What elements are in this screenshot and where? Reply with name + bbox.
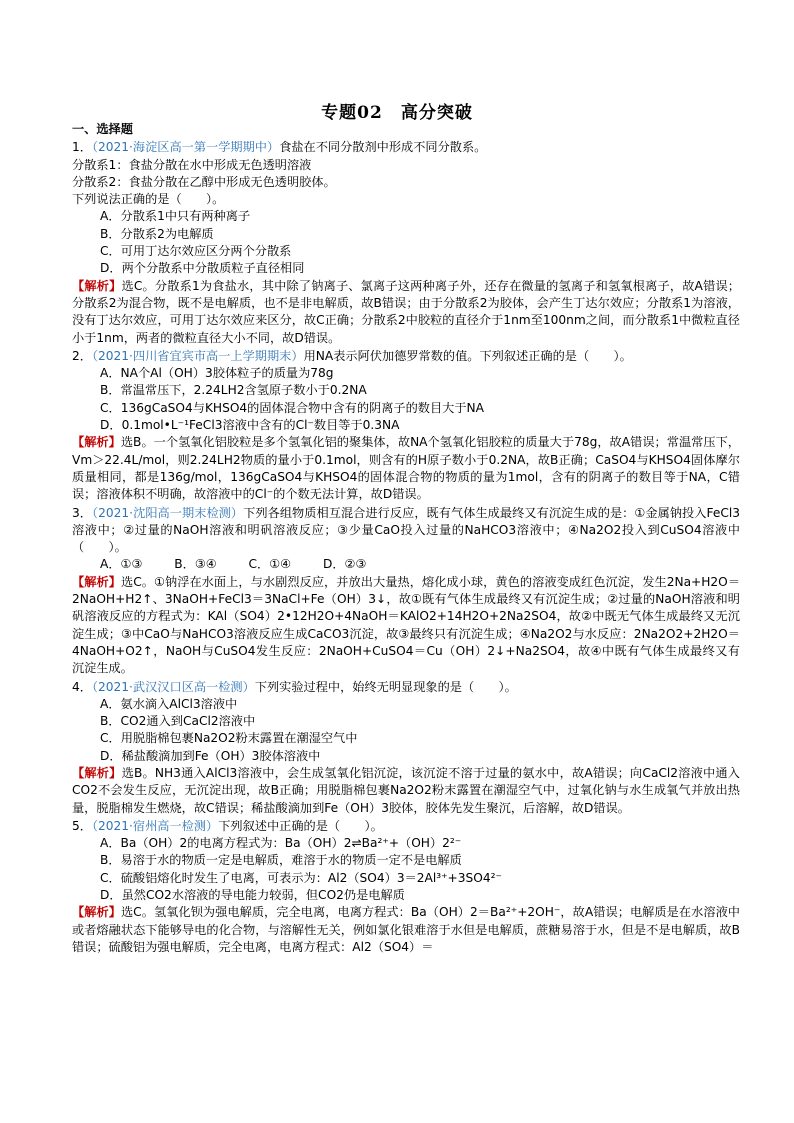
question-number: 1． [72, 140, 92, 155]
solution-text: 选C。分散系1为食盐水，其中除了钠离子、氯离子这两种离子外，还存在微量的氢离子和氢氧根离子，故A错误；分散系2为混合物，既不是电解质，也不是非电解质，故B错误；由于分散系2为胶体，会产生丁达尔效应；分散系1为溶液，没有丁达尔效应，可用丁达尔效应来区分，故C正确；分散系2中胶粒的直径介于1nm至100nm之间，而分散系1中微粒直径小于1nm，两者的微粒直径大小不同，故D错误。 [72, 278, 740, 345]
option-d: D．虽然CO2水溶液的导电能力较弱，但CO2仍是电解质 [100, 888, 405, 903]
question-number: 3． [72, 505, 93, 520]
solution [72, 434, 740, 503]
option-d: D．稀盐酸滴加到Fe（OH）3胶体溶液中 [100, 748, 321, 763]
solution [72, 765, 740, 817]
question-stem: 用NA表示阿伏加德罗常数的值。下列叙述正确的是（ ）。 [303, 348, 632, 363]
solution-label: 【解析】 [72, 574, 121, 589]
question-4 [72, 679, 740, 817]
solution-label: 【解析】 [72, 905, 121, 920]
option-a: A．NA个Al（OH）3胶体粒子的质量为78g [100, 366, 334, 381]
solution-label: 【解析】 [72, 278, 122, 293]
option-b: B．易溶于水的物质一定是电解质，难溶于水的物质一定不是电解质 [100, 853, 462, 868]
question-number: 4． [72, 679, 92, 694]
question-stem: 下列各组物质相互混合进行反应，既有气体生成最终又有沉淀生成的是：①金属钠投入FeCl3溶液中；②过量的NaOH溶液和明矾溶液反应；③少量CaO投入过量的NaHCO3溶液中；④Na2O2投入到CuSO4溶液中（ ）。 [72, 505, 740, 555]
option-a: A．Ba（OH）2的电离方程式为：Ba（OH）2⇌Ba²⁺+（OH）2²⁻ [100, 836, 462, 851]
section-heading: 一、选择题 [72, 122, 133, 136]
option-d: D．②③ [322, 557, 367, 572]
option-a: A．分散系1中只有两种离子 [100, 209, 251, 224]
solution-label: 【解析】 [72, 435, 121, 450]
option-d: D．0.1mol•L⁻¹FeCl3溶液中含有的Cl⁻数目等于0.3NA [100, 418, 400, 433]
question-source: （2021·海淀区高一第一学期期中） [91, 140, 280, 155]
question-2 [72, 348, 740, 504]
question-1 [72, 139, 740, 347]
option-c: C．136gCaSO4与KHSO4的固体混合物中含有的阴离子的数目大于NA [100, 400, 485, 415]
question-number: 5． [72, 818, 92, 833]
option-d: D．两个分散系中分散质粒子直径相同 [100, 261, 305, 276]
solution-text: 选C。氢氧化钡为强电解质，完全电离，电离方程式：Ba（OH）2＝Ba²⁺+2OH⁻，故A错误；电解质是在水溶液中或者熔融状态下能够导电的化合物，与溶解性无关，例如氯化银难溶于水但是电解质，蔗糖易溶于水，但是不是电解质，故B错误；硫酸铝为强电解质，完全电离，电离方程式：Al2（SO4）＝ [72, 905, 740, 954]
option-b: B．分散系2为电解质 [100, 226, 214, 241]
option-c: C．硫酸铝熔化时发生了电离，可表示为：Al2（SO4）3＝2Al³⁺+3SO4²⁻ [100, 870, 502, 885]
question-source: （2021·沈阳高一期末检测） [92, 505, 244, 520]
option-c: C．用脱脂棉包裹Na2O2粉末露置在潮湿空气中 [100, 731, 358, 746]
page-title: 专题02 高分突破 [321, 103, 473, 123]
question-stem: 下列实验过程中，始终无明显现象的是（ ）。 [254, 679, 517, 694]
solution-text: 选B。NH3通入AlCl3溶液中，会生成氢氧化铝沉淀，该沉淀不溶于过量的氨水中，故A错误；向CaCl2溶液中通入CO2不会发生反应，无沉淀出现，故B正确；用脱脂棉包裹Na2O2粉末露置在潮湿空气中，过氧化钠与水生成氧气并放出热量，脱脂棉发生燃烧，故C错误；稀盐酸滴加到Fe（OH）3胶体，胶体先发生聚沉，后溶解，故D错误。 [72, 765, 740, 815]
question-source: （2021·四川省宜宾市高一上学期期末） [91, 348, 304, 363]
question-text: 下列说法正确的是（ ）。 [72, 192, 225, 207]
question-3 [72, 505, 740, 678]
options-row [72, 556, 740, 573]
question-text: 分散系1：食盐分散在水中形成无色透明溶液 [72, 157, 312, 172]
option-c: C．可用丁达尔效应区分两个分散系 [100, 244, 292, 259]
option-b: B．常温常压下，2.24LH2含氢原子数小于0.2NA [100, 383, 367, 398]
option-b: B．CO2通入到CaCl2溶液中 [100, 714, 256, 729]
option-c: C．①④ [248, 557, 292, 572]
solution [72, 278, 740, 347]
solution [72, 904, 740, 956]
solution-text: 选C。①钠浮在水面上，与水剧烈反应，并放出大量热，熔化成小球，黄色的溶液变成红色沉淀，发生2Na+H2O＝2NaOH+H2↑、3NaOH+FeCl3＝3NaCl+Fe（OH）3↓，故①既有气体生成最终又有沉淀生成；②过量的NaOH溶液和明矾溶液反应的方程式为：KAl（SO4）2•12H2O+4NaOH＝KAlO2+14H2O+2Na2SO4，故②中既无气体生成最终又无沉淀生成；③中CaO与NaHCO3溶液反应生成CaCO3沉淀，故③最终只有沉淀生成；④Na2O2与水反应：2Na2O2+2H2O＝4NaOH+O2↑，NaOH与CuSO4发生反应：2NaOH+CuSO4＝Cu（OH）2↓+Na2SO4，故④中既有气体生成最终又有沉淀生成。 [72, 574, 741, 676]
question-stem: 下列叙述中正确的是（ ）。 [218, 818, 383, 833]
option-b: B．③④ [174, 557, 217, 572]
question-number: 2． [72, 348, 92, 363]
solution-text: 选B。一个氢氧化铝胶粒是多个氢氧化铝的聚集体，故NA个氢氧化铝胶粒的质量大于78g，故A错误；常温常压下，Vm＞22.4L/mol，则2.24LH2物质的量小于0.1mol，则含有的H原子数小于0.2NA，故B正确；CaSO4与KHSO4固体摩尔质量相同，都是136g/mol，136gCaSO4与KHSO4的固体混合物的物质的量为1mol，含有的阴离子的数目等于NA，C错误；溶液体积不明确，故溶液中的Cl⁻的个数无法计算，故D错误。 [72, 435, 740, 502]
option-a: A．氨水滴入AlCl3溶液中 [100, 696, 238, 711]
option-a: A．①③ [100, 557, 143, 572]
question-stem: 食盐在不同分散剂中形成不同分散系。 [279, 140, 487, 155]
solution [72, 574, 740, 678]
question-5 [72, 818, 740, 956]
content [72, 121, 740, 956]
question-text: 分散系2：食盐分散在乙醇中形成无色透明胶体。 [72, 174, 336, 189]
solution-label: 【解析】 [72, 765, 122, 780]
question-source: （2021·宿州高一检测） [91, 818, 219, 833]
question-source: （2021·武汉汉口区高一检测） [91, 679, 255, 694]
